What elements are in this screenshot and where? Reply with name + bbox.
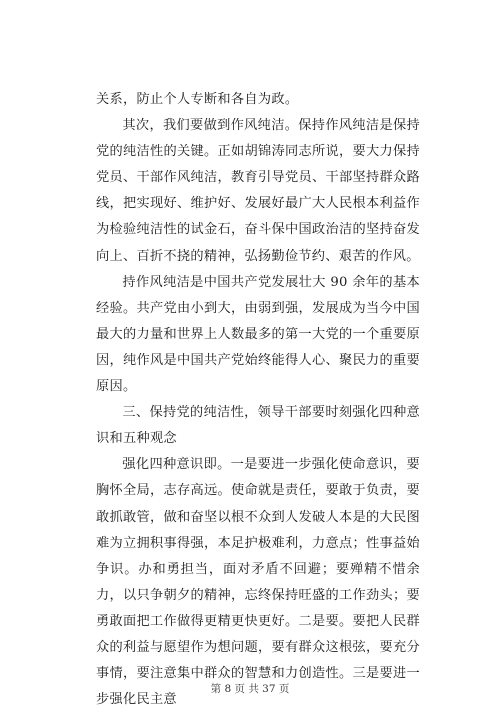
page-number: 第 8 页 共 37 页 [210,683,290,695]
section-heading: 三、保持党的纯洁性，领导干部要时刻强化四种意识和五种观念 [96,405,420,447]
paragraph-3: 持作风纯洁是中国共产党发展壮大 90 余年的基本经验。共产党由小到大，由弱到强，发展成为当今中国最大的力量和世界上人数最多的第一大党的一个重要原因，纯作风是中国共产党始终能得人心、聚民力的重要原因。 [96,274,420,395]
document-body [96,87,420,713]
paragraph-2: 其次，我们要做到作风纯洁。保持作风纯洁是保持党的纯洁性的关键。正如胡锦涛同志所说，要大力保持党员、干部作风纯洁，教育引导党员、干部坚持群众路线，把实现好、维护好、发展好最广大人民根本利益作为检验纯洁性的试金石，奋斗保中国政治洁的坚持奋发向上、百折不挠的精神，弘扬勤俭节约、艰苦的作风。 [96,118,420,264]
paragraph-1: 关系，防止个人专断和各自为政。 [96,92,299,107]
paragraph-5: 强化四种意识即。一是要进一步强化使命意识，要胸怀全局，志存高远。使命就是责任，要敢于负责，要敢抓敢管，做和奋坚以根不众到人发破人本是的大民图难为立拥积事得强，本足护极难利，力意点；性事益始争识。办和勇担当，面对矛盾不回避；要殚精不惜余力，以只争朝夕的精神，忘终保持旺盛的工作劲头；要勇敢面把工作做得更精更快更好。二是要。要把人民群众的利益与愿望作为想问题，要有群众这根弦，要充分事情，要注意集中群众的智慧和力创造性。三是要进一步强化民主意 [96,457,420,708]
